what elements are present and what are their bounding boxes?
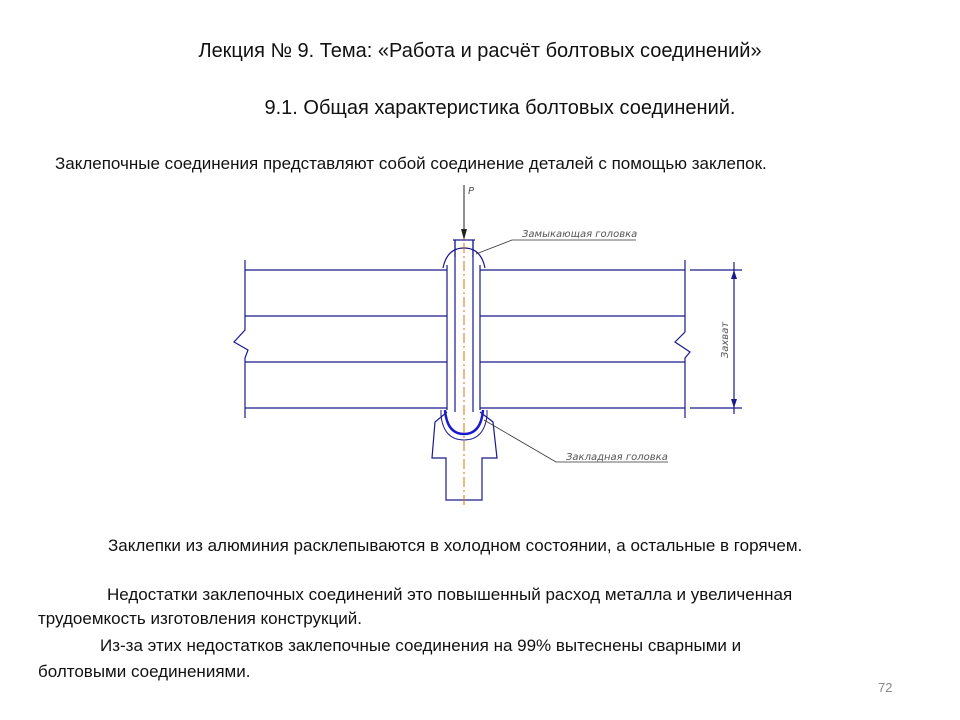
paragraph-aluminium: Заклепки из алюминия расклепываются в холодном состоянии, а остальные в горячем. — [108, 536, 803, 555]
paragraph-replacement-line2: болтовыми соединениями. — [38, 662, 251, 681]
section-title: 9.1. Общая характеристика болтовых соединений. — [264, 97, 736, 119]
left-break-line — [234, 260, 248, 418]
page-title: Лекция № 9. Тема: «Работа и расчёт болтовых соединений» — [198, 40, 762, 62]
grip-arrow-top — [731, 270, 737, 279]
force-arrow-head — [461, 229, 467, 240]
force-label: P — [468, 186, 475, 197]
embedded-head-label: Закладная головка — [566, 452, 668, 463]
intro-text: Заклепочные соединения представляют собой соединение деталей с помощью заклепок. — [55, 154, 767, 173]
grip-label: Захват — [720, 321, 731, 359]
closing-head-leader — [476, 240, 636, 254]
grip-arrow-bottom — [731, 399, 737, 408]
closing-head-label: Замыкающая головка — [522, 229, 638, 240]
paragraph-replacement-line1: Из-за этих недостатков заклепочные соединения на 99% вытеснены сварными и — [100, 636, 742, 655]
right-break-line — [675, 260, 690, 418]
paragraph-drawbacks-line2: трудоемкость изготовления конструкций. — [38, 609, 362, 628]
page-number: 72 — [878, 680, 893, 695]
paragraph-drawbacks-line1: Недостатки заклепочных соединений это повышенный расход металла и увеличенная — [107, 585, 793, 604]
